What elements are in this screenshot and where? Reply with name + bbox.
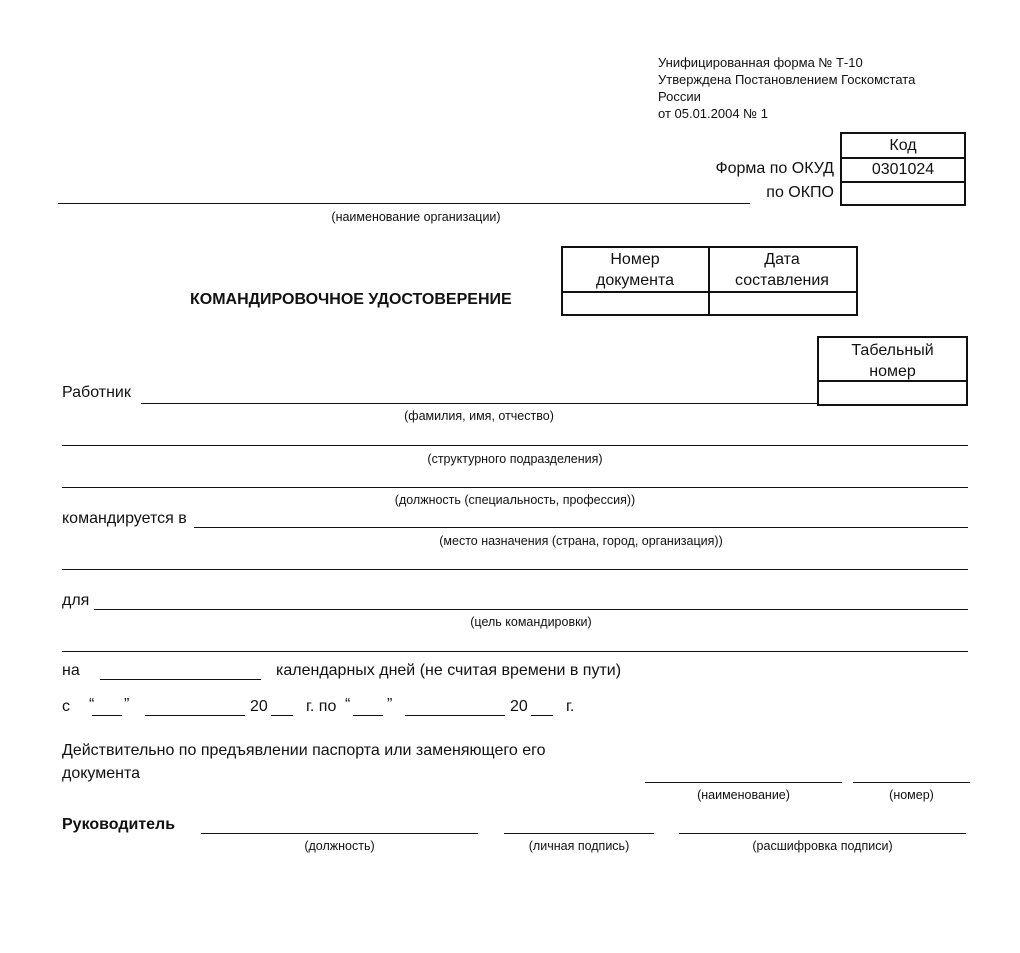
tab-number-value[interactable] bbox=[817, 380, 968, 406]
form-header-line3: России bbox=[658, 89, 701, 104]
from-close-quote: ” bbox=[124, 696, 130, 713]
purpose-caption: (цель командировки) bbox=[470, 615, 592, 629]
from-month-line[interactable] bbox=[145, 715, 245, 716]
from-open-quote: “ bbox=[89, 696, 95, 713]
passport-number-caption: (номер) bbox=[889, 788, 934, 802]
from-label: с bbox=[62, 698, 70, 715]
form-header bbox=[658, 54, 915, 122]
position-caption: (должность (специальность, профессия)) bbox=[394, 493, 636, 507]
to-year-prefix: 20 bbox=[510, 698, 528, 715]
purpose-line[interactable] bbox=[94, 609, 968, 610]
purpose-line-2[interactable] bbox=[62, 651, 968, 652]
division-caption: (структурного подразделения) bbox=[427, 452, 603, 466]
tab-number-label: Табельный номер bbox=[851, 342, 934, 380]
passport-name-caption: (наименование) bbox=[697, 788, 790, 802]
form-header-line1: Унифицированная форма № Т-10 bbox=[658, 55, 863, 70]
okpo-value-cell[interactable] bbox=[840, 181, 966, 206]
okud-value-cell[interactable]: 0301024 bbox=[840, 157, 966, 181]
validity-text-line2: документа bbox=[62, 765, 141, 782]
kod-header: Код bbox=[889, 137, 917, 154]
doc-number-cell[interactable] bbox=[563, 293, 708, 314]
from-year-line[interactable] bbox=[271, 715, 293, 716]
passport-name-line[interactable] bbox=[645, 782, 842, 783]
destination-line-2[interactable] bbox=[62, 569, 968, 570]
head-decode-caption: (расшифровка подписи) bbox=[752, 839, 893, 853]
head-decode-line[interactable] bbox=[679, 833, 966, 834]
worker-name-line[interactable] bbox=[141, 403, 817, 404]
doc-number-header: Номер документа bbox=[595, 251, 674, 289]
org-name-line[interactable] bbox=[58, 203, 750, 204]
head-signature-caption: (личная подпись) bbox=[528, 839, 630, 853]
form-header-line4: от 05.01.2004 № 1 bbox=[658, 106, 768, 121]
for-label: для bbox=[62, 592, 90, 609]
position-line[interactable] bbox=[62, 487, 968, 488]
from-year-prefix: 20 bbox=[250, 698, 268, 715]
to-year-line[interactable] bbox=[531, 715, 553, 716]
fio-caption: (фамилия, имя, отчество) bbox=[404, 409, 554, 423]
to-close-quote: ” bbox=[387, 696, 393, 713]
head-label: Руководитель bbox=[62, 816, 176, 833]
form-header-line2: Утверждена Постановлением Госкомстата bbox=[658, 72, 916, 87]
head-position-line[interactable] bbox=[201, 833, 478, 834]
from-day-line[interactable] bbox=[92, 715, 122, 716]
to-open-quote: “ bbox=[345, 696, 351, 713]
on-label: на bbox=[62, 662, 80, 679]
to-day-line[interactable] bbox=[353, 715, 383, 716]
passport-number-line[interactable] bbox=[853, 782, 970, 783]
days-count-line[interactable] bbox=[100, 679, 261, 680]
okud-label: Форма по ОКУД bbox=[715, 160, 834, 177]
validity-text-line1: Действительно по предъявлении паспорта или заменяющего его bbox=[62, 742, 546, 759]
to-month-line[interactable] bbox=[405, 715, 505, 716]
worker-label: Работник bbox=[62, 384, 131, 401]
to-label: г. по bbox=[306, 698, 337, 715]
sent-to-label: командируется в bbox=[62, 510, 187, 527]
destination-line[interactable] bbox=[194, 527, 968, 528]
org-name-caption: (наименование организации) bbox=[331, 210, 501, 224]
destination-caption: (место назначения (страна, город, организация)) bbox=[439, 534, 723, 548]
doc-date-cell[interactable] bbox=[710, 293, 856, 314]
days-text: календарных дней (не считая времени в пути) bbox=[276, 662, 622, 679]
doc-date-header: Дата составления bbox=[735, 251, 829, 289]
division-line[interactable] bbox=[62, 445, 968, 446]
head-signature-line[interactable] bbox=[504, 833, 654, 834]
head-position-caption: (должность) bbox=[304, 839, 375, 853]
okpo-label: по ОКПО bbox=[766, 184, 834, 201]
document-title: КОМАНДИРОВОЧНОЕ УДОСТОВЕРЕНИЕ bbox=[190, 291, 512, 308]
to-year-suffix: г. bbox=[566, 698, 575, 715]
